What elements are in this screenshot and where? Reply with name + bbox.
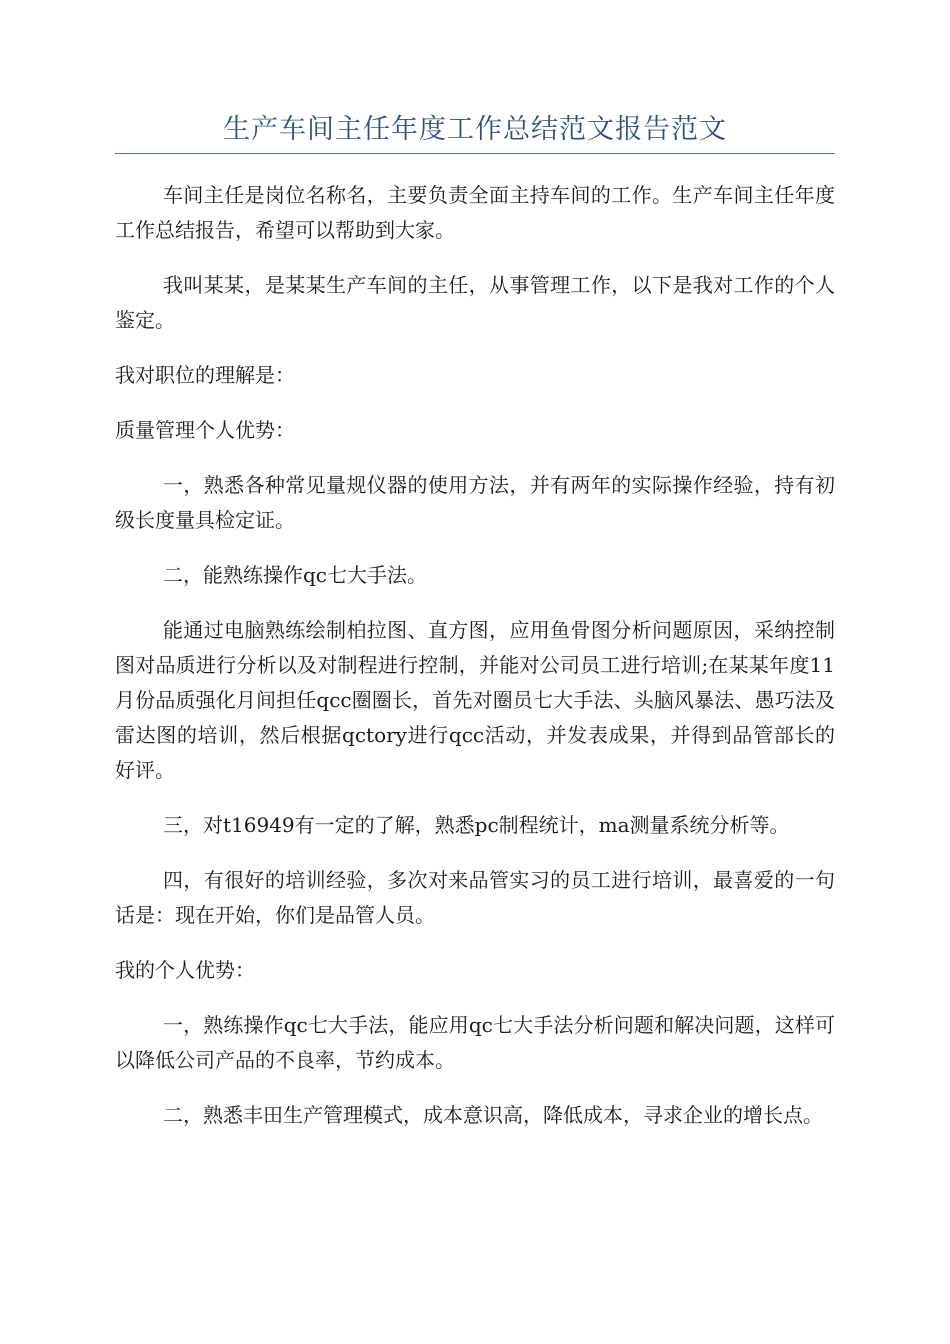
- paragraph: 能通过电脑熟练绘制柏拉图、直方图，应用鱼骨图分析问题原因，采纳控制图对品质进行分析以及对制程进行控制，并能对公司员工进行培训;在某某年度11月份品质强化月间担任qcc圈圈长，首先对圈员七大手法、头脑风暴法、愚巧法及雷达图的培训，然后根据qctory进行qcc活动，并发表成果，并得到品管部长的好评。: [115, 618, 835, 782]
- paragraph: 四，有很好的培训经验，多次对来品管实习的员工进行培训，最喜爱的一句话是：现在开始，你们是品管人员。: [115, 868, 835, 927]
- paragraph: 二，能熟练操作qc七大手法。: [163, 563, 428, 587]
- section-heading: 质量管理个人优势：: [115, 418, 295, 442]
- paragraph: 一，熟练操作qc七大手法，能应用qc七大手法分析问题和解决问题，这样可以降低公司产品的不良率，节约成本。: [115, 1013, 835, 1072]
- document-body: [115, 178, 835, 1153]
- paragraph: 三，对t16949有一定的了解，熟悉pc制程统计，ma测量系统分析等。: [163, 813, 790, 837]
- title-block: [115, 112, 835, 154]
- document-title: 生产车间主任年度工作总结范文报告范文: [223, 114, 727, 145]
- section-heading: 我的个人优势：: [115, 958, 255, 982]
- paragraph: 车间主任是岗位名称名，主要负责全面主持车间的工作。生产车间主任年度工作总结报告，希望可以帮助到大家。: [115, 183, 835, 242]
- paragraph: 一，熟悉各种常见量规仪器的使用方法，并有两年的实际操作经验，持有初级长度量具检定证。: [115, 473, 835, 532]
- paragraph: 我叫某某，是某某生产车间的主任，从事管理工作，以下是我对工作的个人鉴定。: [115, 273, 835, 332]
- section-heading: 我对职位的理解是：: [115, 363, 295, 387]
- paragraph: 二，熟悉丰田生产管理模式，成本意识高，降低成本，寻求企业的增长点。: [163, 1103, 823, 1127]
